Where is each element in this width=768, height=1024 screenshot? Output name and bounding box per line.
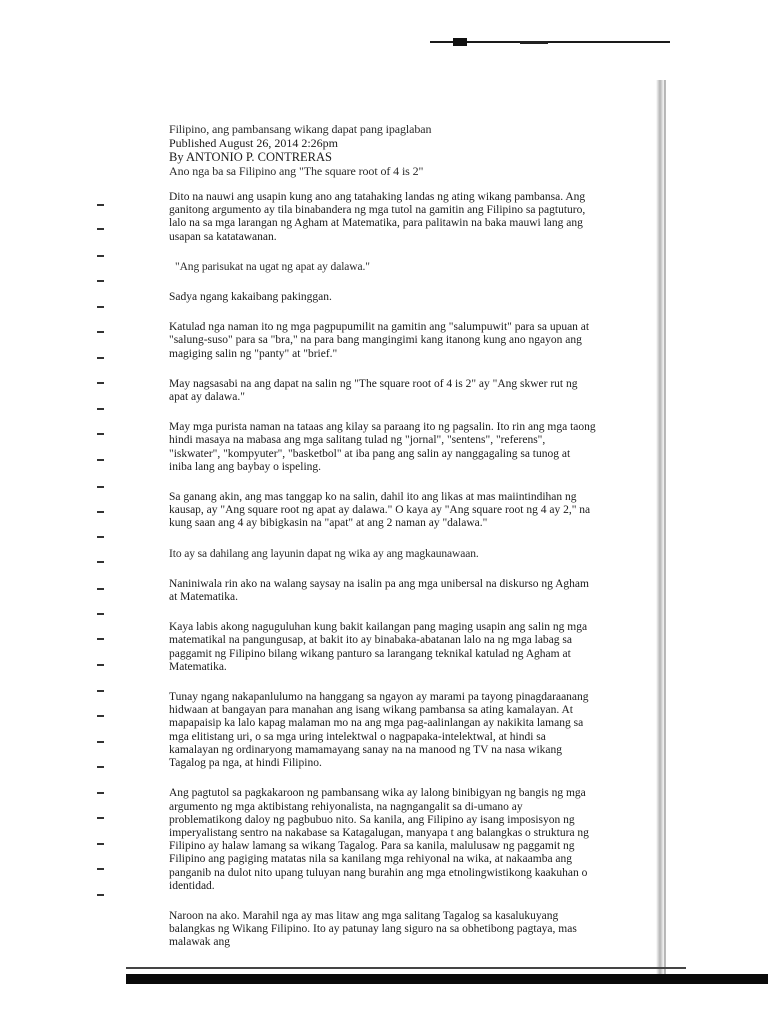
margin-tick	[97, 331, 104, 333]
margin-tick	[97, 588, 104, 590]
margin-tick	[97, 664, 104, 666]
margin-tick	[97, 792, 104, 794]
margin-tick	[97, 715, 104, 717]
scan-artifact-mark	[453, 38, 467, 46]
margin-tick	[97, 868, 104, 870]
paragraph: Sadya ngang kakaibang pakinggan.	[169, 291, 332, 304]
article-header	[169, 122, 596, 178]
paragraph: Tunay ngang nakapanlulumo na hanggang sa ngayon ay marami pa tayong pinagdaraanang hidwaan at bangayan para manahan ang isang wikang pambansa sa ating kamalayan. At mapapaisip ka lalo kapag malaman mo na ang mga pag-aalinlangan ay nakikita lamang sa mga elitistang uri, o sa mga uring intelektwal o nagpapaka-intelektwal, at hindi sa kamalayan ng ordinaryong mamamayang sanay na na manood ng TV na nasa wikang Tagalog pa nga, at hindi Filipino.	[169, 691, 589, 770]
paragraph: Ang pagtutol sa pagkakaroon ng pambansang wika ay lalong binibigyan ng bangis ng mga argumento ng mga aktibistang rehiyonalista, na nagngangalit sa di-umano ay problematikong daloy ng pagbubuo nito. Sa kanila, ang Filipino ay isang imposisyon ng imperyalistang sentro na nakabase sa Katagalugan, manyapa t ang balangkas o struktura ng Filipino ay halaw lamang sa wikang Tagalog. Para sa kanila, malulusaw ng paggamit ng Filipino ang pagiging matatas nila sa kanilang mga rehiyonal na wika, at nakaamba ang panganib na dulot nito upang tuluyan nang burahin ang mga etnolingwistikong kaakuhan o identidad.	[169, 787, 589, 892]
author-byline: By ANTONIO P. CONTRERAS	[169, 150, 332, 164]
margin-tick	[97, 894, 104, 896]
scan-artifact-mark	[520, 41, 548, 44]
margin-tick	[97, 459, 104, 461]
margin-tick	[97, 536, 104, 538]
margin-tick	[97, 511, 104, 513]
scan-bottom-line	[126, 967, 686, 969]
margin-tick	[97, 433, 104, 435]
paragraph: Katulad nga naman ito ng mga pagpupumilit na gamitin ang "salumpuwit" para sa upuan at "salung-suso" para sa "bra," na para bang mangingimi kang itanong kung ano ngayon ang magiging salin ng "panty" at "brief."	[169, 321, 590, 360]
paragraph: May mga purista naman na tataas ang kilay sa paraang ito ng pagsalin. Ito rin ang mga taong hindi masaya na mabasa ang mga salitang tulad ng "jornal", "sentens", "referens", "iskwater", "kompyuter", "basketbol" at iba pang ang salin ay nanggagaling sa tunog at iniba lang ang baybay o ispeling.	[169, 421, 596, 473]
margin-tick	[97, 561, 104, 563]
paragraph: Dito na nauwi ang usapin kung ano ang tatahaking landas ng ating wikang pambansa. Ang ganitong argumento ay tila binabandera ng mga tutol na gamitin ang Filipino sa pagtuturo, lalo na sa mga larangan ng Agham at Matematika, para palitawin na baka mauwi lang ang usapan sa katatawanan.	[169, 191, 586, 243]
margin-tick	[97, 638, 104, 640]
article-subtitle: Ano nga ba sa Filipino ang "The square root of 4 is 2"	[169, 164, 424, 178]
paragraph-quote: "Ang parisukat na ugat ng apat ay dalawa."	[175, 260, 370, 273]
margin-tick	[97, 228, 104, 230]
paragraph: Sa ganang akin, ang mas tanggap ko na salin, dahil ito ang likas at mas maiintindihan ng kausap, ay "Ang square root ng apat ay dalawa." O kaya ay "Ang square root ng 4 ay 2," na kung saan ang 4 ay bibigkasin na "apat" at ang 2 naman ay "dalawa."	[169, 491, 591, 530]
margin-tick	[97, 486, 104, 488]
paragraph: May nagsasabi na ang dapat na salin ng "The square root of 4 is 2" ay "Ang skwer rut ng apat ay dalawa."	[169, 377, 578, 404]
margin-tick	[97, 280, 104, 282]
margin-tick	[97, 408, 104, 410]
margin-tick	[97, 843, 104, 845]
margin-tick	[97, 817, 104, 819]
margin-tick	[97, 741, 104, 743]
margin-tick	[97, 382, 104, 384]
paragraph: Naroon na ako. Marahil nga ay mas litaw ang mga salitang Tagalog sa kasalukuyang balangkas ng Wikang Filipino. Ito ay patunay lang siguro na sa obhetibong pagtaya, mas malawak ang	[169, 909, 577, 949]
margin-tick	[97, 613, 104, 615]
margin-tick	[97, 766, 104, 768]
margin-tick	[97, 204, 104, 206]
article-body	[169, 122, 596, 967]
scan-bottom-bar	[126, 974, 768, 984]
paragraph: Naniniwala rin ako na walang saysay na isalin pa ang mga unibersal na diskurso ng Agham at Matematika.	[169, 577, 589, 604]
paragraph: Ito ay sa dahilang ang layunin dapat ng wika ay ang magkaunawaan.	[169, 547, 479, 560]
margin-tick	[97, 255, 104, 257]
scan-right-edge-line	[664, 80, 666, 980]
margin-tick	[97, 690, 104, 692]
margin-tick	[97, 357, 104, 359]
article-headline: Filipino, ang pambansang wikang dapat pang ipaglaban	[169, 122, 432, 136]
paragraph: Kaya labis akong naguguluhan kung bakit kailangan pang maging usapin ang salin ng mga matematikal na pangungusap, at bakit ito ay binabaka-abatanan lalo na ng mga labag sa paggamit ng Filipino bilang wikang panturo sa larangang teknikal katulad ng Agham at Matematika.	[169, 621, 588, 673]
margin-tick-marks	[97, 0, 107, 1024]
margin-tick	[97, 306, 104, 308]
publish-date: Published August 26, 2014 2:26pm	[169, 136, 339, 150]
